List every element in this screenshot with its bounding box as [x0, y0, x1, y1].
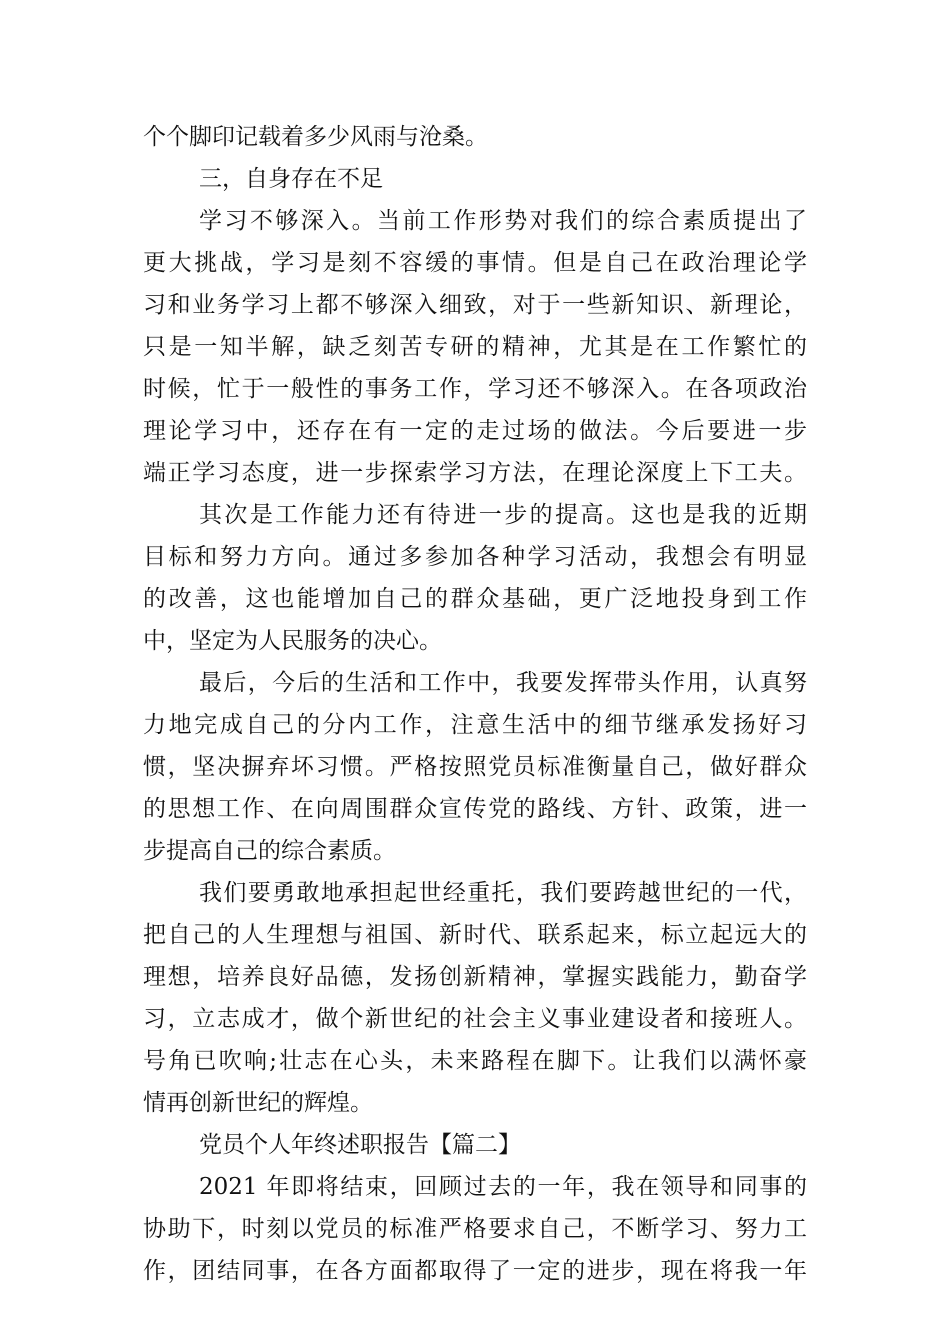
text-line-6: 只是一知半解，缺乏刻苦专研的精神，尤其是在工作繁忙的 — [143, 334, 807, 360]
text-line-10: 其次是工作能力还有待进一步的提高。这也是我的近期 — [199, 502, 807, 528]
text-line-14: 最后，今后的生活和工作中，我要发挥带头作用，认真努 — [199, 670, 807, 696]
text-line-21: 理想，培养良好品德，发扬创新精神，掌握实践能力，勤奋学 — [143, 964, 807, 990]
text-line-23: 号角已吹响;壮志在心头，未来路程在脚下。让我们以满怀豪 — [143, 1048, 807, 1074]
text-line-20: 把自己的人生理想与祖国、新时代、联系起来，标立起远大的 — [143, 922, 807, 948]
text-line-19: 我们要勇敢地承担起世经重托，我们要跨越世纪的一代， — [199, 880, 807, 906]
text-line-9: 端正学习态度，进一步探索学习方法，在理论深度上下工夫。 — [143, 460, 807, 486]
text-line-16: 惯，坚决摒弃坏习惯。严格按照党员标准衡量自己，做好群众 — [143, 754, 807, 780]
text-line-5: 习和业务学习上都不够深入细致，对于一些新知识、新理论， — [143, 292, 807, 318]
text-line-15: 力地完成自己的分内工作，注意生活中的细节继承发扬好习 — [143, 712, 807, 738]
document-body — [143, 116, 807, 1292]
report-heading: 党员个人年终述职报告【篇二】 — [199, 1132, 521, 1158]
text-line-28: 作，团结同事，在各方面都取得了一定的进步，现在将我一年 — [143, 1258, 807, 1284]
text-line-17: 的思想工作、在向周围群众宣传党的路线、方针、政策，进一 — [143, 796, 807, 822]
text-line-24: 情再创新世纪的辉煌。 — [143, 1090, 373, 1116]
text-line-7: 时候，忙于一般性的事务工作，学习还不够深入。在各项政治 — [143, 376, 807, 402]
text-line-26: 2021 年即将结束，回顾过去的一年，我在领导和同事的 — [199, 1174, 807, 1200]
text-line-13: 中，坚定为人民服务的决心。 — [143, 628, 442, 654]
text-line-12: 的改善，这也能增加自己的群众基础，更广泛地投身到工作 — [143, 586, 807, 612]
section-heading: 三，自身存在不足 — [199, 166, 383, 192]
text-line-11: 目标和努力方向。通过多参加各种学习活动，我想会有明显 — [143, 544, 807, 570]
text-line-3: 学习不够深入。当前工作形势对我们的综合素质提出了 — [199, 208, 807, 234]
text-line-27: 协助下，时刻以党员的标准严格要求自己，不断学习、努力工 — [143, 1216, 807, 1242]
text-line-1: 个个脚印记载着多少风雨与沧桑。 — [143, 124, 488, 150]
text-line-4: 更大挑战，学习是刻不容缓的事情。但是自己在政治理论学 — [143, 250, 807, 276]
text-line-8: 理论学习中，还存在有一定的走过场的做法。今后要进一步 — [143, 418, 807, 444]
text-line-18: 步提高自己的综合素质。 — [143, 838, 396, 864]
text-line-22: 习，立志成才，做个新世纪的社会主义事业建设者和接班人。 — [143, 1006, 807, 1032]
